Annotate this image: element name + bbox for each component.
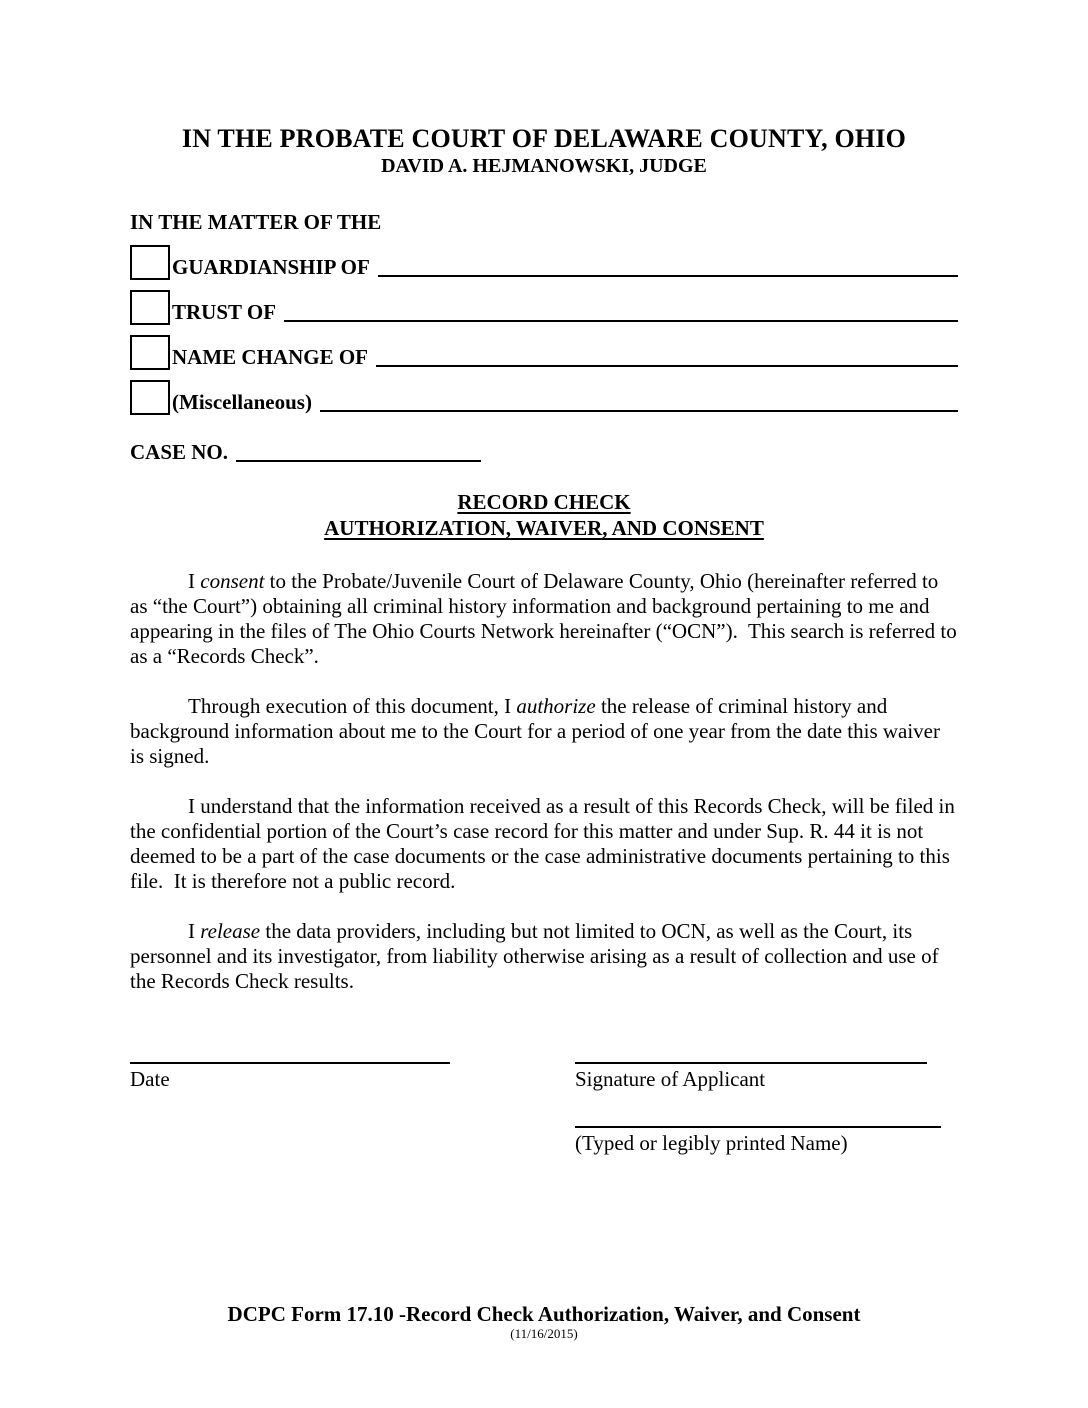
miscellaneous-field[interactable]: [320, 410, 958, 412]
paragraph-release-pre: I: [188, 919, 201, 943]
paragraph-release: [130, 919, 958, 994]
matter-option-row-trust: [130, 289, 958, 325]
matter-intro-label: IN THE MATTER OF THE: [130, 210, 382, 234]
applicant-signature-field[interactable]: [575, 1062, 927, 1064]
form-heading: [130, 489, 958, 541]
guardianship-name-field[interactable]: [378, 275, 958, 277]
paragraph-authorize-emphasis: authorize: [516, 694, 596, 718]
matter-option-row-miscellaneous: [130, 379, 958, 415]
matter-option-row-guardianship: [130, 244, 958, 280]
name-change-name-field[interactable]: [376, 365, 958, 367]
case-number-label: CASE NO.: [130, 440, 229, 464]
printed-name-field[interactable]: [575, 1126, 941, 1128]
trust-checkbox[interactable]: [130, 290, 170, 325]
judge-name-line: DAVID A. HEJMANOWSKI, JUDGE: [381, 155, 707, 177]
form-heading-line1: RECORD CHECK: [457, 490, 631, 514]
guardianship-label: GUARDIANSHIP OF: [172, 255, 370, 279]
paragraph-consent-emphasis: consent: [200, 569, 265, 593]
paragraph-release-post: the data providers, including but not limited to OCN, as well as the Court, its personnel and its investigator, from liability otherwise arising as a result of collection and use of the Records Check results.: [130, 919, 944, 993]
paragraph-release-emphasis: release: [200, 919, 261, 943]
guardianship-checkbox[interactable]: [130, 245, 170, 280]
paragraph-consent-post: to the Probate/Juvenile Court of Delaware County, Ohio (hereinafter referred to as “the Court”) obtaining all criminal history information and background pertaining to me and appearing in the files of The Ohio Courts Network hereinafter (“OCN”). This search is referred to as a “Records Check”.: [130, 569, 962, 668]
trust-label: TRUST OF: [172, 300, 277, 324]
case-number-field[interactable]: [236, 460, 481, 462]
applicant-signature-label: Signature of Applicant: [575, 1067, 766, 1091]
signature-block: [130, 1062, 958, 1156]
court-title: IN THE PROBATE COURT OF DELAWARE COUNTY, OHIO: [181, 124, 907, 153]
paragraph-consent: [130, 569, 962, 669]
paragraph-authorize-pre: Through execution of this document, I: [188, 694, 517, 718]
date-column: [130, 1062, 450, 1156]
form-revision-date: (11/16/2015): [510, 1326, 578, 1341]
form-id-label: DCPC Form 17.10 -Record Check Authorization, Waiver, and Consent: [227, 1302, 861, 1326]
name-change-checkbox[interactable]: [130, 335, 170, 370]
date-label: Date: [130, 1067, 170, 1091]
name-change-label: NAME CHANGE OF: [172, 345, 368, 369]
date-field[interactable]: [130, 1062, 450, 1064]
paragraph-understand-text: I understand that the information received as a result of this Records Check, will be filed in the confidential portion of the Court’s case record for this matter and under Sup. R. 44 it is not deemed to be a part of the case documents or the case administrative documents pertaining to this file. It is therefore not a public record.: [130, 794, 961, 893]
miscellaneous-label: (Miscellaneous): [172, 390, 312, 414]
case-number-row: [130, 439, 958, 465]
printed-name-label: (Typed or legibly printed Name): [575, 1131, 848, 1155]
paragraph-consent-pre: I: [188, 569, 201, 593]
matter-option-row-name-change: [130, 334, 958, 370]
paragraph-authorize: [130, 694, 958, 769]
paragraph-understand: [130, 794, 961, 894]
form-heading-line2: AUTHORIZATION, WAIVER, AND CONSENT: [324, 516, 764, 540]
miscellaneous-checkbox[interactable]: [130, 380, 170, 415]
form-footer: [0, 1302, 1088, 1341]
signature-column: [575, 1062, 941, 1156]
trust-name-field[interactable]: [284, 320, 958, 322]
paragraph-authorize-post: the release of criminal history and background information about me to the Court for a period of one year from the date this waiver is signed.: [130, 694, 946, 768]
